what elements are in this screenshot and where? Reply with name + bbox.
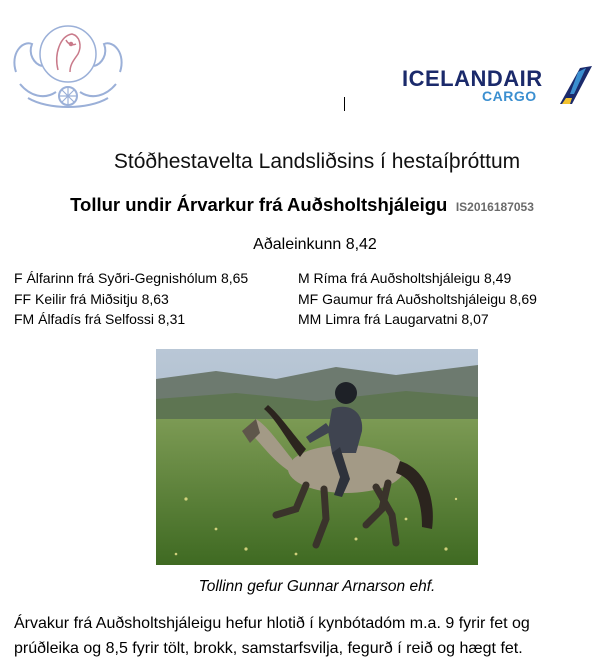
lh-logo xyxy=(8,14,128,114)
pedigree-dam-side xyxy=(298,268,537,330)
icelandair-cargo-logo xyxy=(400,62,596,108)
pedigree-line: MM Limra frá Laugarvatni 8,07 xyxy=(298,311,489,327)
pedigree-line: F Álfarinn frá Syðri-Gegnishólum 8,65 xyxy=(14,270,249,286)
body-paragraph: Árvakur frá Auðsholtshjáleigu hefur hlotið í kynbótadóm m.a. 9 fyrir fet og prúðleika og 8,5 fyrir tölt, brokk, samstarfsvilja, fegurð í reið og hægt fet. xyxy=(14,615,530,657)
pedigree-line: M Ríma frá Auðsholtshjáleigu 8,49 xyxy=(298,270,512,286)
brand-sub: CARGO xyxy=(482,88,537,104)
horse-rider-image xyxy=(156,349,478,565)
main-score: Aðaleinkunn 8,42 xyxy=(253,236,377,253)
pedigree-line: FF Keilir frá Miðsitju 8,63 xyxy=(14,290,169,307)
horse-heading xyxy=(0,194,604,216)
document-title: Stóðhestavelta Landsliðsins í hestaíþróttum xyxy=(113,150,521,173)
horse-id: IS2016187053 xyxy=(455,200,534,214)
pedigree-line: MF Gaumur frá Auðsholtshjáleigu 8,69 xyxy=(298,290,537,307)
photo-caption: Tollinn gefur Gunnar Arnarson ehf. xyxy=(198,578,436,595)
brand-name: ICELANDAIR xyxy=(402,66,543,91)
pedigree-line: FM Álfadís frá Selfossi 8,31 xyxy=(14,311,186,327)
pedigree-sire-side xyxy=(14,268,248,330)
horse-photo xyxy=(156,349,478,565)
wing-icon xyxy=(550,64,594,104)
text-cursor xyxy=(344,97,345,111)
horse-name: Tollur undir Árvarkur frá Auðsholtshjáleigu xyxy=(70,194,448,215)
lh-emblem-icon xyxy=(8,14,128,114)
